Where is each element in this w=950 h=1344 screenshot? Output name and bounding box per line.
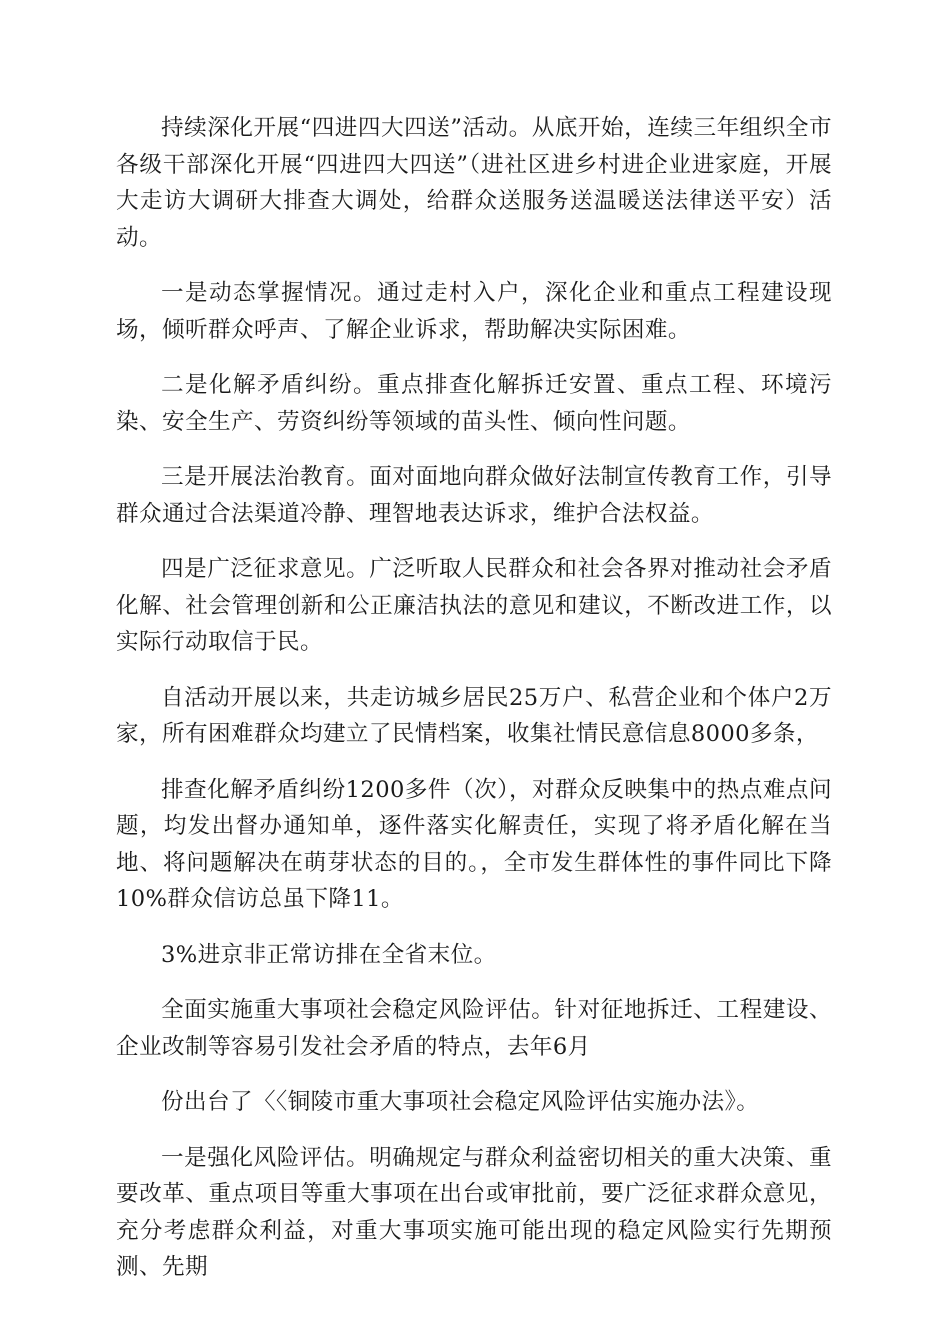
- paragraph: 一是动态掌握情况。通过走村入户，深化企业和重点工程建设现场，倾听群众呼声、了解企业诉求，帮助解决实际困难。: [116, 280, 832, 343]
- paragraph: 三是开展法治教育。面对面地向群众做好法制宣传教育工作，引导群众通过合法渠道冷静、理智地表达诉求，维护合法权益。: [116, 464, 832, 527]
- paragraph: 排查化解矛盾纠纷1200多件（次），对群众反映集中的热点难点问题，均发出督办通知单，逐件落实化解责任，实现了将矛盾化解在当地、将问题解决在萌芽状态的目的。，全市发生群体性的事件同比下降10%群众信访总虽下降11。: [116, 776, 832, 912]
- paragraph: 二是化解矛盾纠纷。重点排查化解拆迁安置、重点工程、环境污染、安全生产、劳资纠纷等领域的苗头性、倾向性问题。: [116, 372, 832, 435]
- paragraph: 四是广泛征求意见。广泛听取人民群众和社会各界对推动社会矛盾化解、社会管理创新和公正廉洁执法的意见和建议，不断改进工作，以实际行动取信于民。: [116, 556, 832, 655]
- paragraph: 全面实施重大事项社会稳定风险评估。针对征地拆迁、工程建设、企业改制等容易引发社会矛盾的特点，去年6月: [116, 997, 832, 1060]
- paragraph: 自活动开展以来，共走访城乡居民25万户、私营企业和个体户2万家，所有困难群众均建立了民情档案，收集社情民意信息8000多条，: [116, 684, 832, 747]
- paragraph: 持续深化开展“四进四大四送”活动。从底开始，连续三年组织全市各级干部深化开展“四进四大四送”（进社区进乡村进企业进家庭，开展大走访大调研大排查大调处，给群众送服务送温暖送法律送平安）活动。: [116, 115, 832, 251]
- paragraph: 3%进京非正常访排在全省末位。: [161, 941, 497, 968]
- paragraph: 份出台了〈〈铜陵市重大事项社会稳定风险评估实施办法》。: [161, 1089, 760, 1115]
- document-body: [116, 110, 832, 1305]
- paragraph: 一是强化风险评估。明确规定与群众利益密切相关的重大决策、重要改革、重点项目等重大事项在出台或审批前，要广泛征求群众意见，充分考虑群众利益，对重大事项实施可能出现的稳定风险实行先期预测、先期: [116, 1144, 832, 1280]
